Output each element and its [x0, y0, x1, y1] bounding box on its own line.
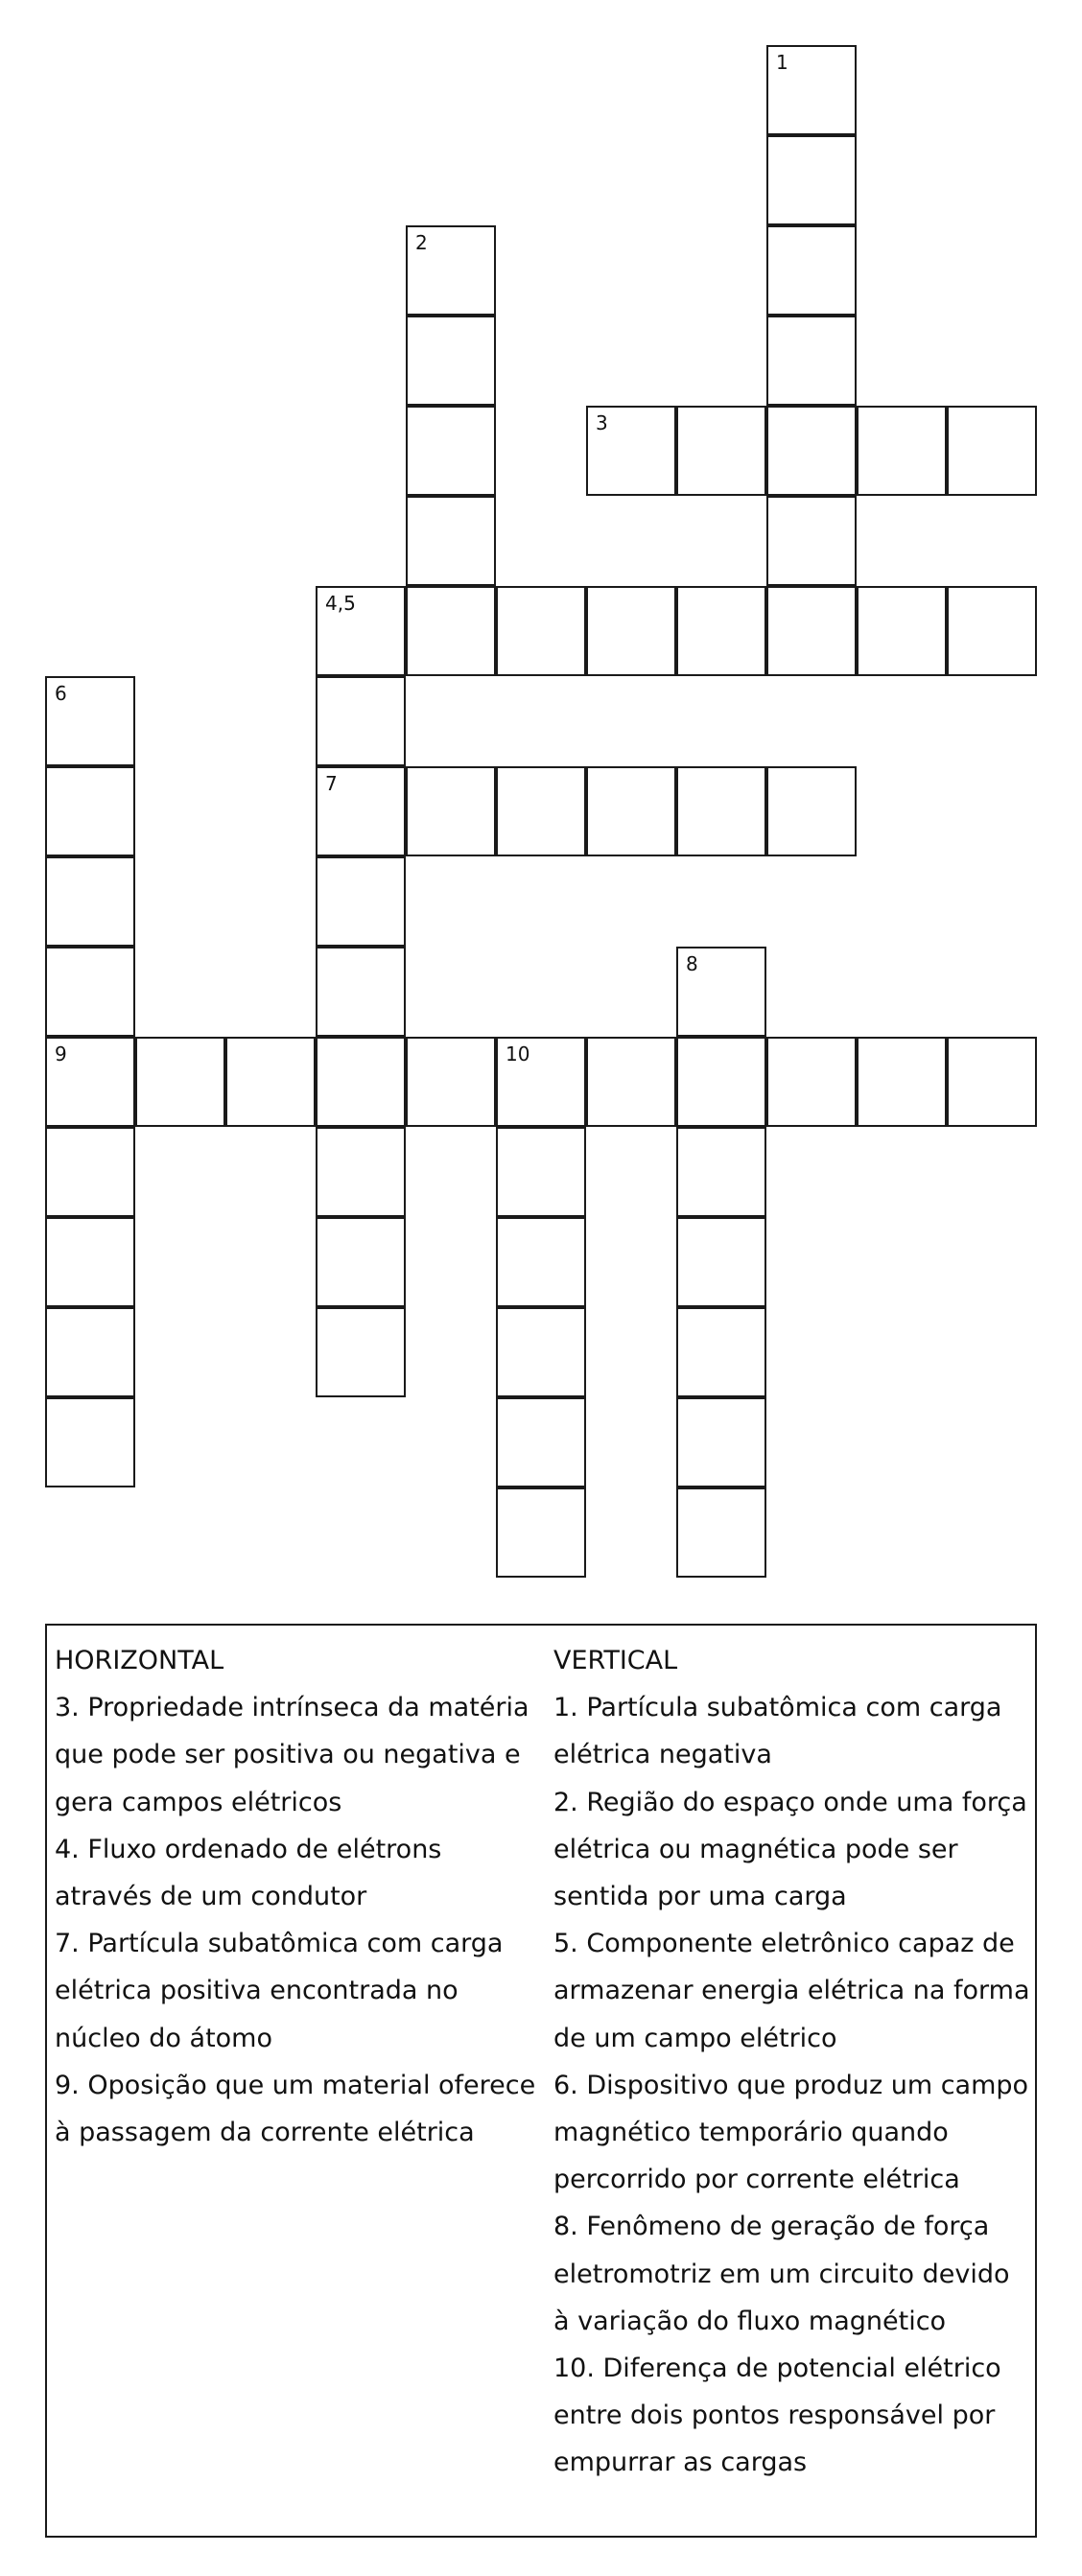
crossword-cell[interactable]: [496, 586, 586, 676]
crossword-cell[interactable]: [766, 766, 857, 856]
clue-number: 10: [506, 1042, 530, 1066]
crossword-cell[interactable]: [676, 406, 766, 496]
clue-v5: 5. Componente eletrônico capaz de armazenar energia elétrica na forma de um campo elétrico: [553, 1929, 1030, 2053]
crossword-cell[interactable]: [766, 1037, 857, 1127]
clue-h9: 9. Oposição que um material oferece à passagem da corrente elétrica: [55, 2070, 536, 2148]
crossword-cell[interactable]: [766, 496, 857, 586]
crossword-cell[interactable]: [316, 856, 406, 947]
crossword-cell[interactable]: [316, 947, 406, 1037]
crossword-cell[interactable]: [45, 1397, 135, 1487]
crossword-cell[interactable]: [496, 1487, 586, 1578]
crossword-cell[interactable]: [316, 1037, 406, 1127]
crossword-cell[interactable]: [857, 406, 947, 496]
crossword-cell[interactable]: [496, 1037, 586, 1127]
crossword-cell[interactable]: [586, 1037, 676, 1127]
crossword-cell[interactable]: [586, 766, 676, 856]
clue-number: 4,5: [325, 592, 356, 615]
crossword-cell[interactable]: [496, 1307, 586, 1397]
crossword-cell[interactable]: [406, 766, 496, 856]
crossword-cell[interactable]: [45, 676, 135, 766]
crossword-cell[interactable]: [676, 586, 766, 676]
horizontal-title: HORIZONTAL: [55, 1646, 224, 1675]
crossword-cell[interactable]: [947, 406, 1037, 496]
crossword-cell[interactable]: [857, 1037, 947, 1127]
crossword-cell[interactable]: [496, 1127, 586, 1217]
crossword-cell[interactable]: [316, 1217, 406, 1307]
crossword-cell[interactable]: [316, 676, 406, 766]
crossword-cell[interactable]: [45, 947, 135, 1037]
clue-number: 3: [596, 411, 608, 434]
crossword-cell[interactable]: [947, 1037, 1037, 1127]
clue-v1: 1. Partícula subatômica com carga elétrica negativa: [553, 1693, 1002, 1770]
crossword-cell[interactable]: [676, 1487, 766, 1578]
crossword-cell[interactable]: [676, 766, 766, 856]
crossword-cell[interactable]: [406, 225, 496, 316]
crossword-cell[interactable]: [406, 586, 496, 676]
clue-number: 9: [55, 1042, 67, 1066]
crossword-cell[interactable]: [45, 856, 135, 947]
clue-h3: 3. Propriedade intrínseca da matéria que pode ser positiva ou negativa e gera campos elétricos: [55, 1693, 529, 1817]
clue-number: 2: [415, 231, 428, 254]
clue-number: 6: [55, 682, 67, 705]
crossword-cell[interactable]: [316, 1307, 406, 1397]
crossword-cell[interactable]: [45, 766, 135, 856]
crossword-cell[interactable]: [586, 586, 676, 676]
clue-v10: 10. Diferença de potencial elétrico entre dois pontos responsável por empurrar as cargas: [553, 2354, 1001, 2478]
crossword-cell[interactable]: [676, 1127, 766, 1217]
crossword-cell[interactable]: [766, 586, 857, 676]
crossword-cell[interactable]: [676, 1397, 766, 1487]
crossword-cell[interactable]: [857, 586, 947, 676]
crossword-cell[interactable]: [45, 1127, 135, 1217]
crossword-cell[interactable]: [676, 947, 766, 1037]
crossword-cell[interactable]: [496, 766, 586, 856]
vertical-clues: [553, 1637, 1033, 2487]
crossword-cell[interactable]: [225, 1037, 316, 1127]
crossword-cell[interactable]: [676, 1307, 766, 1397]
clue-number: 1: [776, 51, 788, 74]
crossword-cell[interactable]: [406, 1037, 496, 1127]
clue-h7: 7. Partícula subatômica com carga elétrica positiva encontrada no núcleo do átomo: [55, 1929, 504, 2053]
crossword-cell[interactable]: [406, 406, 496, 496]
crossword-cell[interactable]: [45, 1217, 135, 1307]
clue-box: [45, 1624, 1037, 2538]
clue-v2: 2. Região do espaço onde uma força elétrica ou magnética pode ser sentida por uma carga: [553, 1787, 1027, 1912]
horizontal-clues: [55, 1637, 544, 2156]
crossword-cell[interactable]: [766, 225, 857, 316]
crossword-cell[interactable]: [135, 1037, 225, 1127]
clue-number: 8: [686, 952, 698, 975]
crossword-cell[interactable]: [406, 496, 496, 586]
crossword-cell[interactable]: [406, 316, 496, 406]
crossword-cell[interactable]: [316, 586, 406, 676]
crossword-cell[interactable]: [947, 586, 1037, 676]
crossword-cell[interactable]: [766, 316, 857, 406]
crossword-cell[interactable]: [676, 1217, 766, 1307]
crossword-cell[interactable]: [766, 406, 857, 496]
clue-number: 7: [325, 772, 338, 795]
crossword-cell[interactable]: [766, 135, 857, 225]
crossword-cell[interactable]: [676, 1037, 766, 1127]
crossword-cell[interactable]: [766, 45, 857, 135]
clue-v6: 6. Dispositivo que produz um campo magnético temporário quando percorrido por corrente elétrica: [553, 2070, 1029, 2195]
crossword-cell[interactable]: [586, 406, 676, 496]
crossword-cell[interactable]: [496, 1397, 586, 1487]
clue-h4: 4. Fluxo ordenado de elétrons através de um condutor: [55, 1834, 442, 1912]
crossword-cell[interactable]: [45, 1037, 135, 1127]
crossword-cell[interactable]: [496, 1217, 586, 1307]
clue-v8: 8. Fenômeno de geração de força eletromotriz em um circuito devido à variação do fluxo magnético: [553, 2212, 1010, 2336]
vertical-title: VERTICAL: [553, 1646, 678, 1675]
crossword-cell[interactable]: [316, 1127, 406, 1217]
crossword-cell[interactable]: [316, 766, 406, 856]
crossword-cell[interactable]: [45, 1307, 135, 1397]
